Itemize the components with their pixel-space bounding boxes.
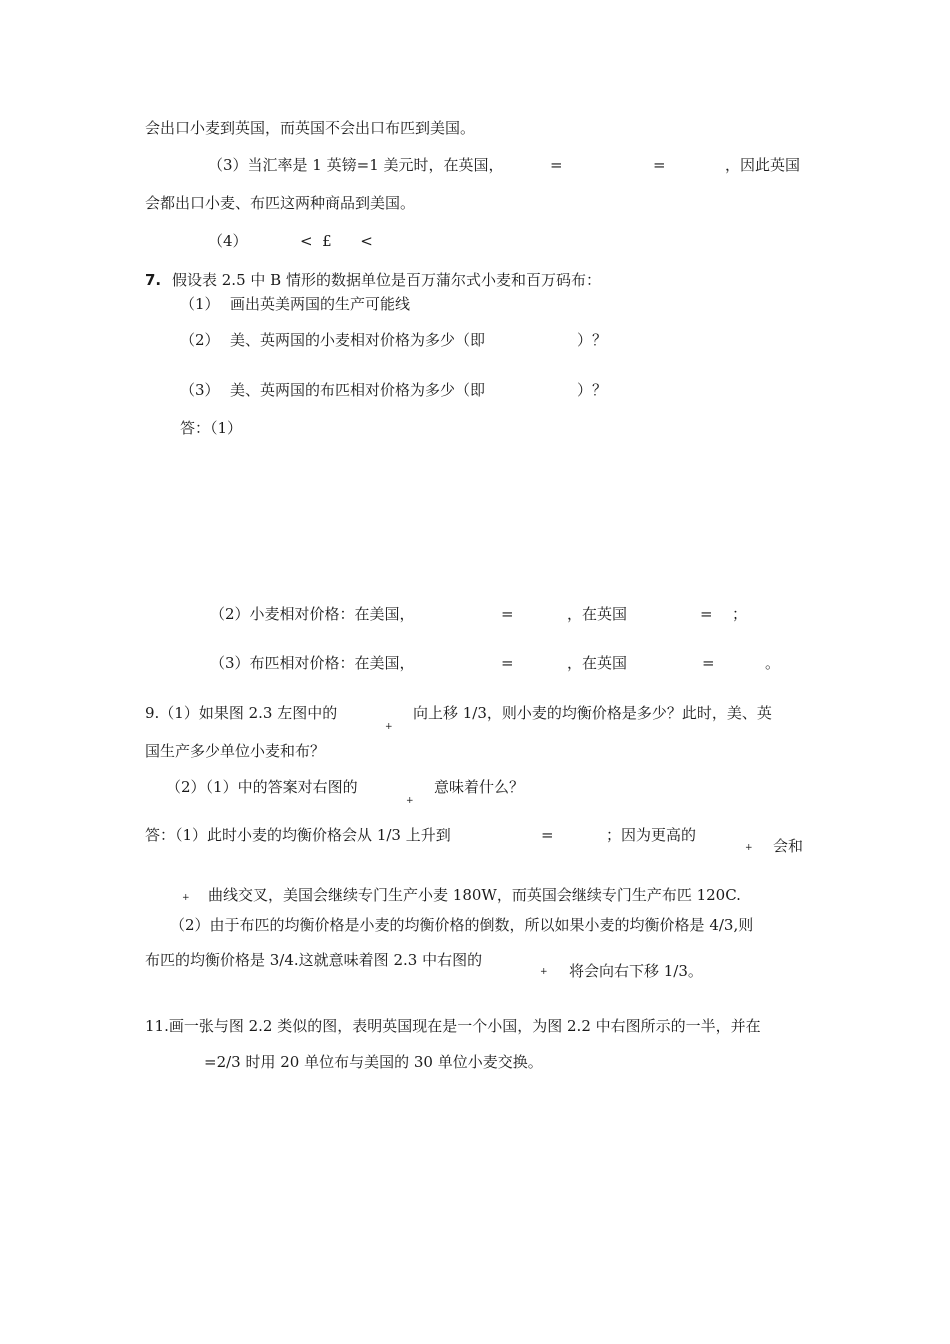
- q7-number: 7.: [145, 271, 162, 289]
- q6-part3-equals-1: =: [550, 156, 563, 174]
- q6-part4-expression: < £ <: [300, 232, 373, 250]
- q7-sub2-end: ）？: [577, 331, 608, 349]
- q7-sub3-text: 美、英两国的布匹相对价格为多少（即: [230, 381, 486, 399]
- q6-part3-conclusion: ，因此英国: [725, 156, 801, 174]
- q9-answer1-and: 会和: [773, 837, 804, 855]
- q9-line2: 国生产多少单位小麦和布？: [145, 742, 326, 760]
- q9-answer2-line2: 布匹的均衡价格是 3/4.这就意味着图 2.3 中右图的: [145, 951, 483, 969]
- q9-line1: 9.（1）如果图 2.3 左图中的: [145, 704, 338, 722]
- q9-answer1-reason: ；因为更高的: [606, 826, 697, 844]
- q7-sub2-text: 美、英两国的小麦相对价格为多少（即: [230, 331, 486, 349]
- q9-answer2-line2-end: 将会向右下移 1/3。: [569, 962, 703, 980]
- q7-answer3-equals-2: =: [702, 654, 715, 672]
- q7-answer3-middle: ，在英国: [567, 654, 628, 672]
- q6-part3-equals-2: =: [653, 156, 666, 174]
- q9-answer1-equals: =: [541, 826, 554, 844]
- q6-part4-label: （4）: [208, 232, 248, 250]
- q7-answer-label: 答：（1）: [180, 419, 243, 437]
- q7-answer2-equals-1: =: [501, 605, 514, 623]
- q9-plus-3: +: [745, 843, 753, 853]
- q6-part3-text: （3）当汇率是 1 英镑=1 美元时，在英国，: [208, 156, 504, 174]
- q9-sub2-end: 意味着什么？: [434, 778, 525, 796]
- q7-answer3-text: （3）布匹相对价格：在美国，: [210, 654, 415, 672]
- q7-sub1-number: （1）: [180, 295, 220, 313]
- q11-line1: 11.画一张与图 2.2 类似的图，表明英国现在是一个小国，为图 2.2 中右图所示的一半，并在: [145, 1017, 761, 1035]
- q9-answer2-line1: （2）由于布匹的均衡价格是小麦的均衡价格的倒数，所以如果小麦的均衡价格是 4/3,则: [170, 916, 754, 934]
- q7-answer2-equals-2: =: [700, 605, 713, 623]
- q7-answer3-equals-1: =: [501, 654, 514, 672]
- q6-line1: 会出口小麦到英国，而英国不会出口布匹到美国。: [145, 119, 476, 137]
- q7-answer2-middle: ，在英国: [567, 605, 628, 623]
- q7-sub1-text: 画出英美两国的生产可能线: [230, 295, 411, 313]
- q7-sub3-number: （3）: [180, 381, 220, 399]
- q7-sub2-number: （2）: [180, 331, 220, 349]
- q9-sub2: （2）（1）中的答案对右图的: [166, 778, 358, 796]
- q7-answer3-end: 。: [765, 654, 781, 672]
- q9-answer1-line2: 曲线交叉，美国会继续专门生产小麦 180W，而英国会继续专门生产布匹 120C.: [208, 886, 741, 904]
- q9-line1-cont: 向上移 1/3，则小麦的均衡价格是多少？此时，美、英: [413, 704, 772, 722]
- q7-answer2-end: ；: [732, 605, 748, 623]
- q7-question: 假设表 2.5 中 B 情形的数据单位是百万蒲尔式小麦和百万码布：: [172, 271, 601, 289]
- q9-plus-5: +: [540, 967, 548, 977]
- q9-plus-2: +: [406, 796, 414, 806]
- q9-answer1: 答：（1）此时小麦的均衡价格会从 1/3 上升到: [145, 826, 451, 844]
- q11-line2: =2/3 时用 20 单位布与美国的 30 单位小麦交换。: [204, 1053, 543, 1071]
- q9-plus-1: +: [385, 722, 393, 732]
- q6-part3-line2: 会都出口小麦、布匹这两种商品到美国。: [145, 194, 416, 212]
- q7-sub3-end: ）？: [577, 381, 608, 399]
- q7-answer2-text: （2）小麦相对价格：在美国，: [210, 605, 415, 623]
- q9-plus-4: +: [182, 893, 190, 903]
